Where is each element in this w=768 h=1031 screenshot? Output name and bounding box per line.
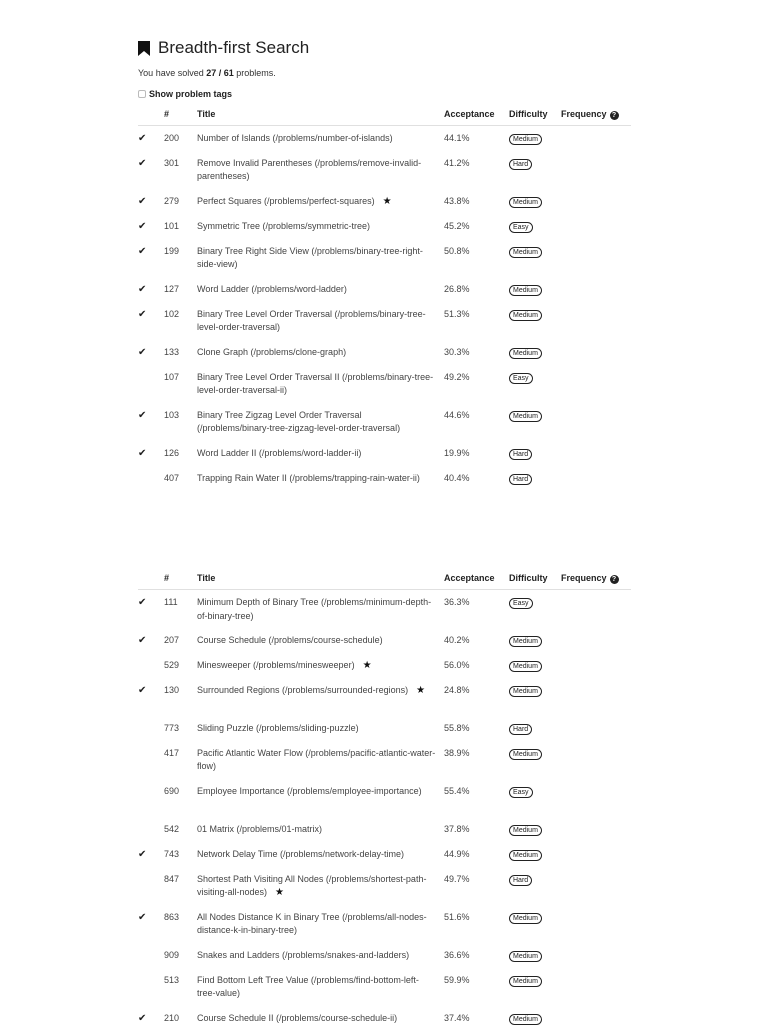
difficulty-cell [509, 741, 561, 779]
page-title: Breadth-first Search [158, 38, 310, 57]
solved-suffix: problems. [233, 68, 276, 78]
problem-title-link[interactable]: Sliding Puzzle (/problems/sliding-puzzle) [197, 722, 359, 733]
problem-title-link[interactable]: Perfect Squares (/problems/perfect-squares) [197, 195, 375, 206]
problem-title-link[interactable]: Pacific Atlantic Water Flow (/problems/pacific-atlantic-water-flow) [197, 747, 436, 771]
acceptance-cell: 36.6% [444, 949, 470, 960]
difficulty-badge: Medium [509, 411, 542, 422]
col-frequency-label: Frequency [561, 572, 607, 583]
difficulty-cell [509, 678, 561, 716]
col-difficulty[interactable]: Difficulty [509, 567, 561, 590]
check-icon: ✔ [138, 447, 147, 459]
problem-title-cell [197, 653, 444, 678]
difficulty-badge: Medium [509, 636, 542, 647]
problem-title-link[interactable]: Symmetric Tree (/problems/symmetric-tree) [197, 220, 371, 231]
difficulty-badge: Medium [509, 686, 542, 697]
table-row[interactable] [138, 189, 631, 214]
difficulty-cell [509, 590, 561, 628]
acceptance-cell: 43.8% [444, 195, 470, 206]
problem-title-link[interactable]: Remove Invalid Parentheses (/problems/remove-invalid-parentheses) [197, 157, 422, 181]
frequency-cell [561, 214, 631, 239]
problem-title-link[interactable]: Employee Importance (/problems/employee-importance) [197, 785, 422, 796]
status-cell [138, 277, 164, 302]
problem-title-cell [197, 943, 444, 968]
problem-number: 127 [164, 283, 180, 294]
problem-title-cell [197, 968, 444, 1006]
table-header-row [138, 567, 631, 590]
problem-number: 529 [164, 659, 180, 670]
status-cell [138, 441, 164, 466]
problems-table-1-wrap [138, 103, 631, 504]
status-cell [138, 817, 164, 842]
acceptance-cell: 49.2% [444, 371, 470, 382]
problem-number: 107 [164, 371, 180, 382]
status-cell [138, 302, 164, 340]
star-icon: ★ [275, 887, 284, 898]
problem-title-cell [197, 590, 444, 628]
table-body [138, 590, 631, 1031]
acceptance-cell: 19.9% [444, 447, 470, 458]
problem-title-cell [197, 466, 444, 504]
star-icon: ★ [362, 659, 372, 671]
problem-title-link[interactable]: Binary Tree Level Order Traversal II (/problems/binary-tree-level-order-traversal-ii) [197, 371, 434, 395]
problem-title-link[interactable]: Shortest Path Visiting All Nodes (/problems/shortest-path-visiting-all-nodes) [197, 873, 427, 897]
frequency-cell [561, 628, 631, 653]
difficulty-cell [509, 1006, 561, 1031]
check-icon: ✔ [138, 195, 147, 207]
problem-number: 102 [164, 308, 180, 319]
title-row [138, 38, 768, 58]
difficulty-cell [509, 968, 561, 1006]
status-cell [138, 842, 164, 867]
frequency-cell [561, 340, 631, 365]
col-frequency-label: Frequency [561, 108, 607, 119]
difficulty-cell [509, 189, 561, 214]
table-row[interactable] [138, 716, 631, 741]
check-icon: ✔ [138, 848, 147, 860]
col-frequency[interactable] [561, 103, 631, 126]
table-row[interactable] [138, 441, 631, 466]
status-cell [138, 628, 164, 653]
problem-title-link[interactable]: Course Schedule II (/problems/course-schedule-ii) [197, 1012, 398, 1023]
col-status [138, 103, 164, 126]
problem-title-link[interactable]: Snakes and Ladders (/problems/snakes-and-ladders) [197, 949, 410, 960]
frequency-cell [561, 590, 631, 628]
col-frequency[interactable] [561, 567, 631, 590]
problem-number: 513 [164, 974, 180, 985]
star-icon: ★ [382, 195, 392, 207]
problem-number: 690 [164, 785, 180, 796]
show-tags-label: Show problem tags [149, 89, 233, 99]
acceptance-cell: 40.4% [444, 472, 470, 483]
acceptance-cell: 41.2% [444, 157, 470, 168]
problem-title-link[interactable]: Minesweeper (/problems/minesweeper) [197, 659, 355, 670]
frequency-cell [561, 239, 631, 277]
frequency-cell [561, 302, 631, 340]
problem-title-cell [197, 678, 444, 716]
frequency-cell [561, 1006, 631, 1031]
problem-number: 111 [164, 597, 178, 607]
acceptance-cell: 51.6% [444, 911, 470, 922]
problem-title-link[interactable]: Word Ladder II (/problems/word-ladder-ii) [197, 447, 362, 458]
check-icon: ✔ [138, 634, 147, 646]
status-cell [138, 189, 164, 214]
status-cell [138, 151, 164, 189]
difficulty-badge: Hard [509, 875, 532, 886]
difficulty-badge: Easy [509, 222, 533, 233]
acceptance-cell: 24.8% [444, 684, 470, 695]
check-icon: ✔ [138, 283, 147, 295]
check-icon: ✔ [138, 346, 147, 358]
difficulty-badge: Medium [509, 310, 542, 321]
page [0, 0, 768, 99]
frequency-cell [561, 365, 631, 403]
difficulty-badge: Medium [509, 976, 542, 987]
problem-title-cell [197, 277, 444, 302]
check-icon: ✔ [138, 409, 147, 421]
table-row[interactable] [138, 302, 631, 340]
problem-number: 200 [164, 133, 180, 143]
acceptance-cell: 44.6% [444, 409, 470, 420]
acceptance-cell: 38.9% [444, 747, 470, 758]
check-icon: ✔ [138, 157, 147, 169]
status-cell [138, 741, 164, 779]
problem-title-cell [197, 1006, 444, 1031]
problem-number: 199 [164, 245, 180, 256]
frequency-cell [561, 441, 631, 466]
difficulty-badge: Hard [509, 724, 532, 735]
problem-number: 301 [164, 157, 180, 168]
acceptance-cell: 44.9% [444, 848, 470, 859]
problem-number: 847 [164, 873, 180, 884]
table-row[interactable] [138, 466, 631, 504]
acceptance-cell: 26.8% [444, 283, 470, 294]
problem-title-cell [197, 842, 444, 867]
status-cell [138, 466, 164, 504]
difficulty-badge: Medium [509, 285, 542, 296]
difficulty-cell [509, 905, 561, 943]
frequency-cell [561, 842, 631, 867]
problems-table-2-wrap [138, 567, 631, 1031]
difficulty-cell [509, 365, 561, 403]
acceptance-cell: 59.9% [444, 974, 470, 985]
table-row[interactable] [138, 678, 631, 716]
problems-table [138, 103, 631, 504]
frequency-cell [561, 741, 631, 779]
acceptance-cell: 36.3% [444, 597, 470, 607]
bookmark-icon [138, 41, 150, 56]
table-row[interactable] [138, 943, 631, 968]
problem-number: 207 [164, 634, 180, 645]
star-icon: ★ [416, 684, 426, 696]
col-num[interactable]: # [164, 567, 197, 590]
col-title[interactable]: Title [197, 567, 444, 590]
table-row[interactable] [138, 151, 631, 189]
table-row[interactable] [138, 867, 631, 905]
check-icon: ✔ [138, 1012, 147, 1024]
problem-number: 130 [164, 684, 180, 695]
frequency-cell [561, 905, 631, 943]
table-row[interactable] [138, 653, 631, 678]
frequency-cell [561, 466, 631, 504]
difficulty-cell [509, 628, 561, 653]
difficulty-badge: Easy [509, 373, 533, 384]
table-row[interactable] [138, 126, 631, 151]
status-cell [138, 365, 164, 403]
table-row[interactable] [138, 590, 631, 628]
difficulty-cell [509, 441, 561, 466]
problem-title-cell [197, 302, 444, 340]
problem-title-cell [197, 441, 444, 466]
status-cell [138, 126, 164, 151]
check-icon: ✔ [138, 308, 147, 320]
status-cell [138, 1006, 164, 1031]
col-title[interactable]: Title [197, 103, 444, 126]
frequency-cell [561, 867, 631, 905]
show-tags-checkbox[interactable] [138, 90, 146, 98]
problem-title-cell [197, 905, 444, 943]
col-acceptance[interactable]: Acceptance [444, 567, 509, 590]
difficulty-badge: Medium [509, 661, 542, 672]
problem-title-link[interactable]: Minimum Depth of Binary Tree (/problems/minimum-depth-of-binary-tree) [197, 597, 432, 621]
problem-title-link[interactable]: Network Delay Time (/problems/network-delay-time) [197, 848, 405, 859]
difficulty-cell [509, 817, 561, 842]
difficulty-badge: Medium [509, 825, 542, 836]
acceptance-cell: 40.2% [444, 634, 470, 645]
difficulty-badge: Medium [509, 1014, 542, 1025]
difficulty-cell [509, 151, 561, 189]
status-cell [138, 340, 164, 365]
acceptance-cell: 37.8% [444, 823, 470, 834]
problem-number: 133 [164, 346, 180, 357]
problem-title-link[interactable]: Binary Tree Right Side View (/problems/binary-tree-right-side-view) [197, 245, 423, 269]
status-cell [138, 968, 164, 1006]
status-cell [138, 716, 164, 741]
table-row[interactable] [138, 968, 631, 1006]
difficulty-cell [509, 653, 561, 678]
problem-title-cell [197, 151, 444, 189]
difficulty-badge: Medium [509, 247, 542, 258]
solved-count: 27 / 61 [206, 68, 234, 78]
check-icon: ✔ [138, 245, 147, 257]
frequency-cell [561, 151, 631, 189]
problem-title-link[interactable]: Find Bottom Left Tree Value (/problems/find-bottom-left-tree-value) [197, 974, 419, 998]
table-row[interactable] [138, 277, 631, 302]
table-row[interactable] [138, 628, 631, 653]
status-cell [138, 403, 164, 441]
difficulty-cell [509, 340, 561, 365]
problem-title-cell [197, 716, 444, 741]
table-header-row [138, 103, 631, 126]
frequency-cell [561, 779, 631, 817]
difficulty-badge: Medium [509, 913, 542, 924]
table-body [138, 126, 631, 504]
problem-title-link[interactable]: Course Schedule (/problems/course-schedule) [197, 634, 383, 645]
difficulty-badge: Hard [509, 159, 532, 170]
acceptance-cell: 55.8% [444, 722, 470, 733]
acceptance-cell: 45.2% [444, 220, 470, 231]
status-cell [138, 239, 164, 277]
col-status [138, 567, 164, 590]
frequency-cell [561, 653, 631, 678]
acceptance-cell: 50.8% [444, 245, 470, 256]
difficulty-cell [509, 842, 561, 867]
difficulty-cell [509, 302, 561, 340]
difficulty-cell [509, 779, 561, 817]
problem-title-link[interactable]: Trapping Rain Water II (/problems/trapping-rain-water-ii) [197, 472, 420, 483]
frequency-cell [561, 943, 631, 968]
status-cell [138, 653, 164, 678]
frequency-cell [561, 403, 631, 441]
difficulty-cell [509, 403, 561, 441]
acceptance-cell: 37.4% [444, 1012, 470, 1023]
show-tags-toggle[interactable] [138, 89, 768, 99]
difficulty-badge: Easy [509, 598, 533, 609]
problem-title-link[interactable]: Binary Tree Level Order Traversal (/problems/binary-tree-level-order-traversal) [197, 308, 426, 332]
difficulty-badge: Medium [509, 850, 542, 861]
col-difficulty[interactable]: Difficulty [509, 103, 561, 126]
problem-number: 279 [164, 195, 180, 206]
problem-title-link[interactable]: Word Ladder (/problems/word-ladder) [197, 283, 347, 294]
table-row[interactable] [138, 340, 631, 365]
problem-title-cell [197, 628, 444, 653]
difficulty-cell [509, 466, 561, 504]
problem-number: 743 [164, 848, 180, 859]
problem-title-cell [197, 867, 444, 905]
difficulty-badge: Medium [509, 348, 542, 359]
problem-title-cell [197, 126, 444, 151]
help-icon[interactable]: ? [610, 575, 619, 584]
problem-title-link[interactable]: Clone Graph (/problems/clone-graph) [197, 346, 347, 357]
help-icon[interactable]: ? [610, 111, 619, 120]
difficulty-cell [509, 943, 561, 968]
problem-number: 863 [164, 911, 180, 922]
problem-number: 909 [164, 949, 180, 960]
acceptance-cell: 56.0% [444, 659, 470, 670]
difficulty-badge: Hard [509, 474, 532, 485]
status-cell [138, 214, 164, 239]
table-row[interactable] [138, 842, 631, 867]
difficulty-badge: Hard [509, 449, 532, 460]
check-icon: ✔ [138, 597, 147, 608]
difficulty-cell [509, 867, 561, 905]
solved-summary [138, 68, 768, 78]
problem-title-cell [197, 214, 444, 239]
problem-number: 417 [164, 747, 180, 758]
acceptance-cell: 51.3% [444, 308, 470, 319]
problem-title-cell [197, 779, 444, 817]
frequency-cell [561, 817, 631, 842]
difficulty-badge: Easy [509, 787, 533, 798]
difficulty-cell [509, 126, 561, 151]
col-num[interactable]: # [164, 103, 197, 126]
frequency-cell [561, 277, 631, 302]
status-cell [138, 905, 164, 943]
difficulty-badge: Medium [509, 197, 542, 208]
table-row[interactable] [138, 1006, 631, 1031]
problem-title-link[interactable]: Surrounded Regions (/problems/surrounded-regions) [197, 684, 409, 695]
table-row[interactable] [138, 779, 631, 817]
difficulty-badge: Medium [509, 749, 542, 760]
frequency-cell [561, 678, 631, 716]
acceptance-cell: 30.3% [444, 346, 470, 357]
difficulty-cell [509, 277, 561, 302]
acceptance-cell: 55.4% [444, 785, 470, 796]
problem-number: 210 [164, 1012, 180, 1023]
problem-number: 542 [164, 823, 180, 834]
frequency-cell [561, 189, 631, 214]
difficulty-cell [509, 239, 561, 277]
problem-number: 103 [164, 409, 180, 420]
check-icon: ✔ [138, 220, 147, 232]
table-row[interactable] [138, 817, 631, 842]
status-cell [138, 867, 164, 905]
frequency-cell [561, 716, 631, 741]
problem-number: 126 [164, 447, 180, 458]
acceptance-cell: 44.1% [444, 133, 470, 143]
problem-number: 773 [164, 722, 180, 733]
difficulty-badge: Medium [509, 951, 542, 962]
problem-title-link[interactable]: Number of Islands (/problems/number-of-islands) [197, 133, 393, 143]
table-row[interactable] [138, 239, 631, 277]
problem-title-cell [197, 817, 444, 842]
table-row[interactable] [138, 214, 631, 239]
table-row[interactable] [138, 741, 631, 779]
problem-number: 101 [164, 220, 180, 231]
problem-title-cell [197, 189, 444, 214]
frequency-cell [561, 126, 631, 151]
problem-title-link[interactable]: All Nodes Distance K in Binary Tree (/problems/all-nodes-distance-k-in-binary-tree) [197, 911, 427, 935]
status-cell [138, 943, 164, 968]
difficulty-badge: Medium [509, 134, 542, 145]
difficulty-cell [509, 716, 561, 741]
problem-title-link[interactable]: Binary Tree Zigzag Level Order Traversal (/problems/binary-tree-zigzag-level-order-traversal) [197, 409, 401, 433]
table-row[interactable] [138, 905, 631, 943]
problem-number: 407 [164, 472, 180, 483]
problems-table [138, 567, 631, 1031]
problem-title-cell [197, 340, 444, 365]
col-acceptance[interactable]: Acceptance [444, 103, 509, 126]
check-icon: ✔ [138, 133, 147, 144]
problem-title-cell [197, 239, 444, 277]
difficulty-cell [509, 214, 561, 239]
acceptance-cell: 49.7% [444, 873, 470, 884]
problem-title-cell [197, 741, 444, 779]
status-cell [138, 678, 164, 716]
solved-prefix: You have solved [138, 68, 207, 78]
table-row[interactable] [138, 403, 631, 441]
status-cell [138, 779, 164, 817]
check-icon: ✔ [138, 684, 147, 696]
problem-title-cell [197, 365, 444, 403]
header [138, 0, 768, 99]
check-icon: ✔ [138, 911, 147, 923]
table-row[interactable] [138, 365, 631, 403]
problem-title-cell [197, 403, 444, 441]
problem-title-link[interactable]: 01 Matrix (/problems/01-matrix) [197, 823, 323, 834]
frequency-cell [561, 968, 631, 1006]
status-cell [138, 590, 164, 628]
